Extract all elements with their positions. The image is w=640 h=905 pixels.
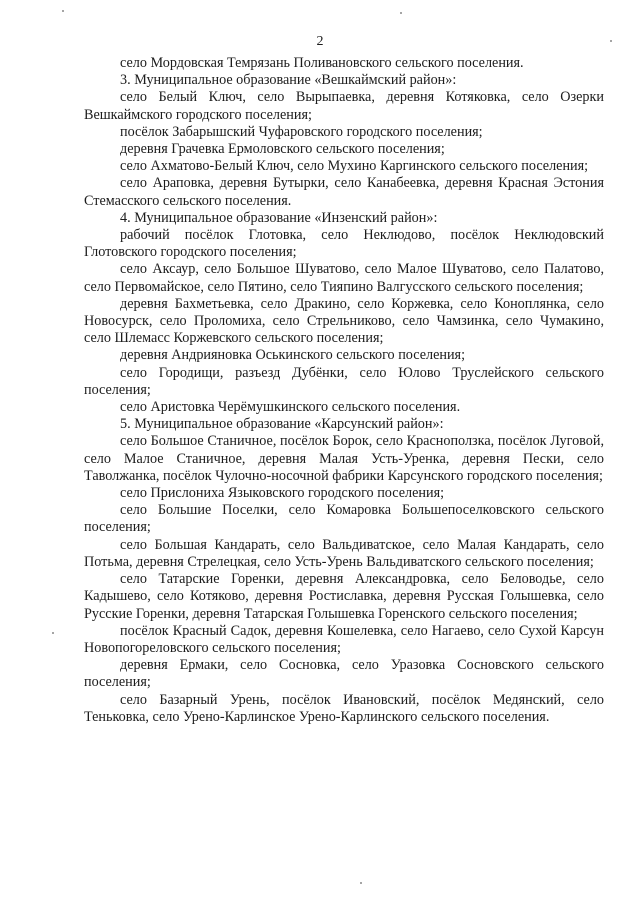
paragraph: посёлок Красный Садок, деревня Кошелевка, село Нагаево, село Сухой Карсун Новопогореловского сельского поселения; [84, 622, 604, 656]
section-heading: 4. Муниципальное образование «Инзенский район»: [120, 209, 438, 226]
paragraph: село Большие Поселки, село Комаровка Большепоселковского сельского поселения; [84, 502, 604, 536]
paragraph: село Базарный Урень, посёлок Ивановский, посёлок Медянский, село Теньковка, село Урено-Карлинское Урено-Карлинского сельского поселения. [84, 691, 604, 725]
scan-speck [62, 10, 64, 12]
paragraph: село Аксаур, село Большое Шуватово, село Малое Шуватово, село Палатово, село Первомайское, село Пятино, село Тияпино Валгусского сельского поселения; [84, 261, 604, 295]
paragraph: деревня Андрияновка Оськинского сельского поселения; [120, 347, 466, 364]
paragraph: деревня Грачевка Ермоловского сельского поселения; [120, 141, 445, 158]
scan-speck [360, 882, 362, 884]
document-body [84, 55, 604, 726]
paragraph: село Белый Ключ, село Вырыпаевка, деревня Котяковка, село Озерки Вешкаймского городского поселения; [84, 89, 604, 123]
paragraph: посёлок Забарышский Чуфаровского городского поселения; [120, 123, 483, 140]
paragraph: село Прислониха Языковского городского поселения; [120, 485, 445, 502]
paragraph: село Араповка, деревня Бутырки, село Канабеевка, деревня Красная Эстония Стемасского сельского поселения. [84, 175, 604, 209]
paragraph: село Татарские Горенки, деревня Александровка, село Беловодье, село Кадышево, село Котяково, деревня Ростиславка, деревня Русская Голышевка, село Русские Горенки, деревня Татарская Голышевка Горенского сельского поселения; [84, 571, 604, 622]
page-number: 2 [316, 34, 324, 49]
scan-speck [52, 632, 54, 634]
paragraph: село Ахматово-Белый Ключ, село Мухино Каргинского сельского поселения; [120, 158, 589, 175]
scan-speck [400, 12, 402, 14]
paragraph: рабочий посёлок Глотовка, село Неклюдово, посёлок Неклюдовский Глотовского городского поселения; [84, 227, 604, 261]
paragraph: село Мордовская Темрязань Поливановского сельского поселения. [120, 55, 524, 71]
paragraph: село Большое Станичное, посёлок Борок, село Красноползка, посёлок Луговой, село Малое Станичное, деревня Малая Усть-Уренка, деревня Пески, село Таволжанка, посёлок Чулочно-носочной фабрики Карсунского городского поселения; [84, 433, 604, 484]
section-heading: 5. Муниципальное образование «Карсунский район»: [120, 416, 444, 433]
paragraph: село Городищи, разъезд Дубёнки, село Юлово Труслейского сельского поселения; [84, 364, 604, 398]
paragraph: село Аристовка Черёмушкинского сельского поселения. [120, 399, 461, 416]
paragraph: деревня Ермаки, село Сосновка, село Уразовка Сосновского сельского поселения; [84, 657, 604, 691]
paragraph: деревня Бахметьевка, село Дракино, село Коржевка, село Коноплянка, село Новосурск, село Проломиха, село Стрельниково, село Чамзинка, село Чумакино, село Шлемасс Коржевского сельского поселения; [84, 295, 604, 347]
scan-speck [610, 40, 612, 42]
section-heading: 3. Муниципальное образование «Вешкаймский район»: [120, 72, 457, 89]
paragraph: село Большая Кандарать, село Вальдиватское, село Малая Кандарать, село Потьма, деревня Стрелецкая, село Усть-Урень Вальдиватского сельского поселения; [84, 536, 604, 570]
